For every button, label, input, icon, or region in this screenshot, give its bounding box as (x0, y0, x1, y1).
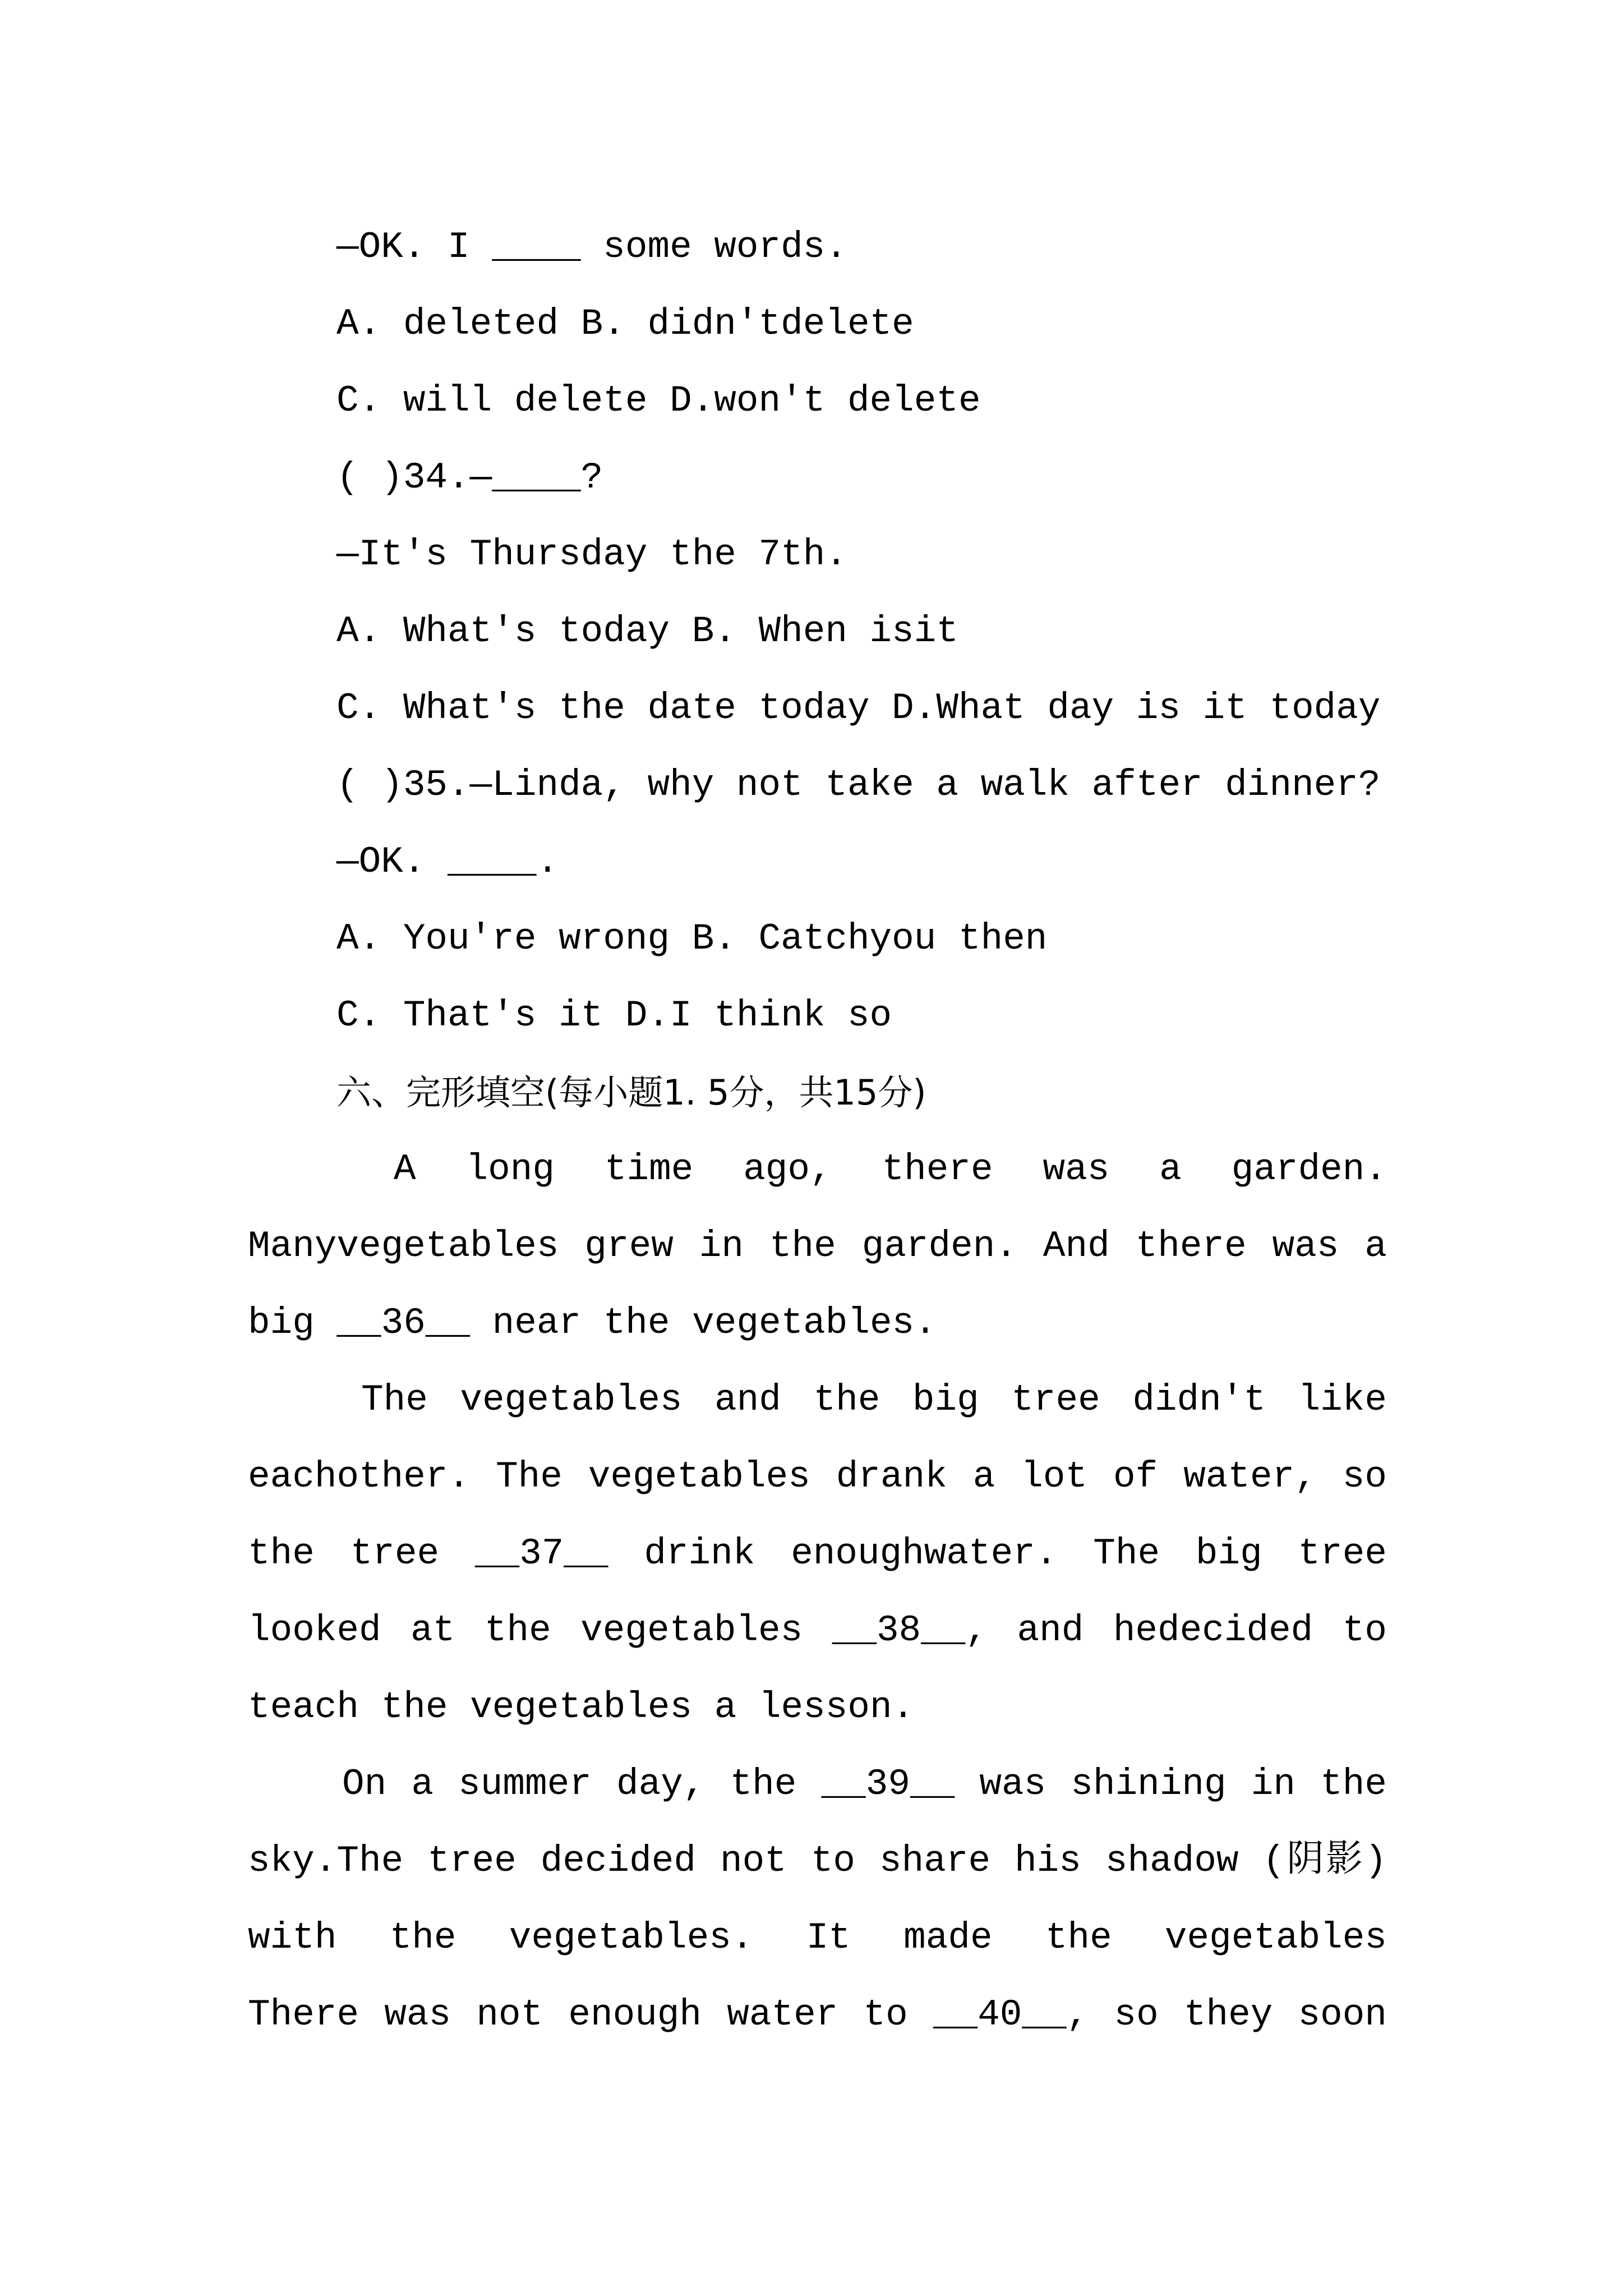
q35-stem: ( )35.—Linda, why not take a walk after dinner? (336, 764, 1381, 806)
q35-options-cd: C. That's it D.I think so (336, 995, 892, 1037)
q35-answer-line: —OK. ____. (336, 841, 559, 883)
passage-line: Manyvegetables grew in the garden. And there was a (248, 1225, 1387, 1267)
q35-options-ab: A. You're wrong B. Catchyou then (336, 918, 1048, 960)
passage-line: There was not enough water to __40__, so they soon (248, 1994, 1387, 2036)
passage-line: big __36__ near the vegetables. (248, 1302, 937, 1344)
passage-line: The vegetables and the big tree didn't like (361, 1379, 1387, 1421)
passage-line: teach the vegetables a lesson. (248, 1686, 915, 1728)
passage-line: looked at the vegetables __38__, and hedecided to (248, 1609, 1387, 1651)
passage-line: the tree __37__ drink enoughwater. The big tree (248, 1533, 1387, 1575)
q34-options-ab: A. What's today B. When isit (336, 610, 958, 652)
passage-line: sky.The tree decided not to share his shadow (阴影) (248, 1840, 1387, 1882)
q33-options-cd: C. will delete D.won't delete (336, 380, 981, 422)
q33-options-ab: A. deleted B. didn'tdelete (336, 303, 914, 345)
document-page (248, 209, 1387, 2053)
passage-line: with the vegetables. It made the vegetables (248, 1917, 1387, 1959)
passage-line: On a summer day, the __39__ was shining in the (342, 1763, 1387, 1805)
q34-answer-line: —It's Thursday the 7th. (336, 533, 847, 576)
q34-stem: ( )34.—____? (336, 457, 603, 499)
q34-options-cd: C. What's the date today D.What day is it today (336, 687, 1381, 729)
q33-answer-line: —OK. I ____ some words. (336, 226, 847, 268)
section-heading: 六、完形填空(每小题1. 5分，共15分) (336, 1072, 926, 1113)
passage-line: A long time ago, there was a garden. (394, 1148, 1387, 1190)
passage-line: eachother. The vegetables drank a lot of water, so (248, 1456, 1387, 1498)
